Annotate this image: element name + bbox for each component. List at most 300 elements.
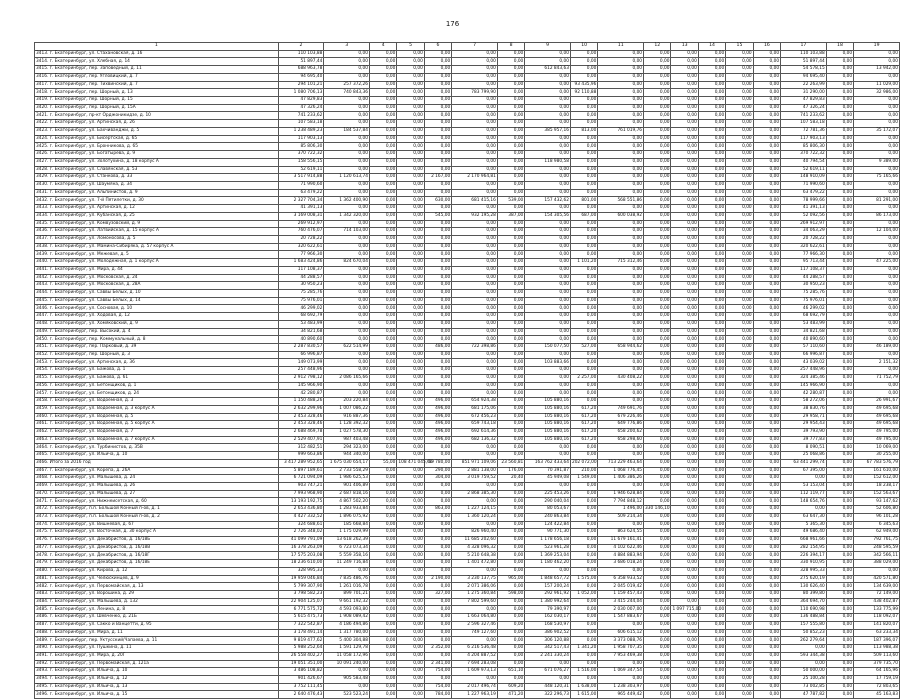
- value-cell: 0,00: [753, 235, 780, 243]
- value-cell: 903 747,21: [278, 482, 324, 490]
- value-cell: 0,00: [570, 158, 597, 166]
- value-cell: 1 547 883,67: [598, 614, 644, 622]
- value-cell: 0,00: [525, 143, 571, 151]
- table-row: [35, 205, 900, 213]
- value-cell: 0,00: [497, 66, 524, 74]
- value-cell: 5 400 304,88: [324, 637, 370, 645]
- value-cell: 282 154,95: [781, 544, 827, 552]
- value-cell: 0,00: [644, 220, 671, 228]
- value-cell: 0,00: [452, 143, 498, 151]
- address-cell: 3493. г. Екатеринбург, ул. Ильича, д. 10: [35, 668, 279, 676]
- table-row: [35, 228, 900, 236]
- address-cell: 3421. г. Екатеринбург, пр-кт Орджоникидзе, д. 10: [35, 112, 279, 120]
- value-cell: 0,00: [726, 513, 753, 521]
- value-cell: 0,00: [698, 606, 725, 614]
- address-cell: 3455. г. Екатеринбург, ул. Бажова, д. 61: [35, 374, 279, 382]
- value-cell: 0,00: [698, 228, 725, 236]
- value-cell: 0,00: [497, 158, 524, 166]
- table-row: [35, 367, 900, 375]
- value-cell: 0,00: [370, 205, 397, 213]
- value-cell: 0,00: [671, 452, 698, 460]
- value-cell: 0,00: [497, 305, 524, 313]
- value-cell: 741 233,62: [781, 112, 827, 120]
- value-cell: 0,00: [424, 320, 451, 328]
- value-cell: 0,00: [497, 328, 524, 336]
- value-cell: 0,00: [452, 567, 498, 575]
- value-cell: 0,00: [726, 313, 753, 321]
- table-row: [35, 181, 900, 189]
- value-cell: 0,00: [753, 259, 780, 267]
- value-cell: 0,00: [726, 436, 753, 444]
- table-row: [35, 212, 900, 220]
- value-cell: 8 090,51: [781, 444, 827, 452]
- value-cell: 1 120 613,74: [324, 174, 370, 182]
- value-cell: 0,00: [854, 151, 900, 159]
- value-cell: 0,00: [644, 467, 671, 475]
- value-cell: 342 517,43: [525, 645, 571, 653]
- value-cell: 0,00: [826, 174, 853, 182]
- value-cell: 0,00: [570, 336, 597, 344]
- value-cell: 0,00: [452, 675, 498, 683]
- value-cell: 290 040,04: [525, 498, 571, 506]
- value-cell: 0,00: [854, 58, 900, 66]
- value-cell: 0,00: [671, 382, 698, 390]
- value-cell: 0,00: [826, 506, 853, 514]
- address-cell: 3492. г. Екатеринбург, ул. Первомайская, д. 121а: [35, 660, 279, 668]
- address-cell: 3456. г. Екатеринбург, ул. Бетонщиков, д. 1: [35, 382, 279, 390]
- value-cell: 0,00: [570, 390, 597, 398]
- value-cell: 9 661 192,32: [324, 598, 370, 606]
- column-number: 19: [854, 43, 900, 51]
- value-cell: 0,00: [753, 81, 780, 89]
- value-cell: 0,00: [525, 482, 571, 490]
- column-number: 17: [781, 43, 827, 51]
- value-cell: 0,00: [644, 552, 671, 560]
- value-cell: 0,00: [370, 560, 397, 568]
- value-cell: 0,00: [397, 151, 424, 159]
- value-cell: 0,00: [452, 66, 498, 74]
- value-cell: 0,00: [854, 243, 900, 251]
- value-cell: 240 863,84: [525, 513, 571, 521]
- value-cell: 0,00: [598, 135, 644, 143]
- value-cell: 681 175,06: [452, 405, 498, 413]
- value-cell: 117 108,37: [781, 266, 827, 274]
- value-cell: 269 912,97: [781, 220, 827, 228]
- value-cell: 0,00: [424, 482, 451, 490]
- value-cell: 801,00: [570, 197, 597, 205]
- value-cell: 0,00: [424, 490, 451, 498]
- value-cell: 0,00: [397, 274, 424, 282]
- value-cell: 44 288,57: [781, 274, 827, 282]
- value-cell: 168 530,97: [525, 621, 571, 629]
- value-cell: 68 692,79: [781, 313, 827, 321]
- value-cell: 0,00: [726, 66, 753, 74]
- table-row: [35, 583, 900, 591]
- value-cell: 0,00: [397, 537, 424, 545]
- value-cell: 0,00: [671, 683, 698, 691]
- value-cell: 0,00: [452, 112, 498, 120]
- value-cell: 7 993 968,90: [278, 490, 324, 498]
- value-cell: 0,00: [598, 73, 644, 81]
- value-cell: 0,00: [671, 467, 698, 475]
- value-cell: 0,00: [452, 521, 498, 529]
- value-cell: 0,00: [452, 328, 498, 336]
- value-cell: 901 406,89: [324, 482, 370, 490]
- value-cell: 0,00: [671, 614, 698, 622]
- value-cell: 0,00: [452, 189, 498, 197]
- value-cell: 2 257,00: [570, 374, 597, 382]
- value-cell: 0,00: [370, 467, 397, 475]
- value-cell: 0,00: [324, 683, 370, 691]
- value-cell: 0,00: [525, 89, 571, 97]
- value-cell: 0,00: [826, 413, 853, 421]
- table-row: [35, 428, 900, 436]
- address-cell: 3417. г. Екатеринбург, пер. Тихвинский, д. 7: [35, 81, 279, 89]
- value-cell: 0,00: [370, 313, 397, 321]
- address-cell: 3429. г. Екатеринбург, ул. Станкова, д. 33: [35, 174, 279, 182]
- value-cell: 1 946 628,84: [598, 490, 644, 498]
- table-row: [35, 328, 900, 336]
- value-cell: 0,00: [826, 351, 853, 359]
- value-cell: 0,00: [598, 220, 644, 228]
- address-cell: 3460. г. Екатеринбург, ул. Водоемная, д. 5: [35, 413, 279, 421]
- value-cell: 0,00: [370, 513, 397, 521]
- value-cell: 163 762 433,64: [525, 459, 571, 467]
- value-cell: 0,00: [671, 266, 698, 274]
- value-cell: 3 169 008,31: [278, 212, 324, 220]
- value-cell: 0,00: [753, 359, 780, 367]
- column-number: 12: [644, 43, 671, 51]
- value-cell: 0,00: [370, 228, 397, 236]
- table-row: [35, 498, 900, 506]
- value-cell: 0,00: [370, 629, 397, 637]
- table-row: [35, 668, 900, 676]
- value-cell: 0,00: [452, 606, 498, 614]
- value-cell: 0,00: [726, 621, 753, 629]
- value-cell: 0,00: [698, 583, 725, 591]
- value-cell: 0,00: [570, 629, 597, 637]
- value-cell: 0,00: [671, 498, 698, 506]
- value-cell: 0,00: [424, 97, 451, 105]
- address-cell: 3491. г. Екатеринбург, ул. Мира, д. 20Г: [35, 652, 279, 660]
- value-cell: 0,00: [324, 282, 370, 290]
- value-cell: 62 949,00: [854, 529, 900, 537]
- value-cell: 0,00: [854, 235, 900, 243]
- value-cell: 107 583,18: [278, 120, 324, 128]
- value-cell: 0,00: [854, 297, 900, 305]
- value-cell: 25 068,86: [781, 452, 827, 460]
- value-cell: 0,00: [424, 374, 451, 382]
- address-cell: 3471. г. Екатеринбург, ул. Нижнеисетская, д. 60: [35, 498, 279, 506]
- value-cell: 0,00: [698, 351, 725, 359]
- value-cell: 0,00: [397, 645, 424, 653]
- value-cell: 0,00: [497, 444, 524, 452]
- value-cell: 0,00: [598, 359, 644, 367]
- value-cell: 0,00: [397, 614, 424, 622]
- value-cell: 0,00: [826, 691, 853, 699]
- value-cell: 0,00: [525, 452, 571, 460]
- value-cell: 0,00: [397, 89, 424, 97]
- value-cell: 0,00: [370, 151, 397, 159]
- value-cell: 0,00: [324, 313, 370, 321]
- value-cell: 0,00: [370, 290, 397, 298]
- value-cell: 0,00: [671, 112, 698, 120]
- value-cell: 0,00: [671, 228, 698, 236]
- value-cell: 0,00: [598, 452, 644, 460]
- value-cell: 2 726 348,02: [278, 529, 324, 537]
- address-cell: 3477. г. Екатеринбург, ул. Декабристов, д. 16/18В: [35, 544, 279, 552]
- value-cell: 0,00: [726, 274, 753, 282]
- value-cell: 0,00: [826, 521, 853, 529]
- value-cell: 94 695,40: [781, 73, 827, 81]
- value-cell: 0,00: [726, 444, 753, 452]
- value-cell: 2 071 386,06: [452, 583, 498, 591]
- value-cell: 388 029,00: [854, 560, 900, 568]
- value-cell: 0,00: [753, 521, 780, 529]
- value-cell: 0,00: [370, 212, 397, 220]
- column-number: 5: [397, 43, 424, 51]
- value-cell: 0,00: [826, 621, 853, 629]
- value-cell: 0,00: [324, 351, 370, 359]
- value-cell: 38 830,76: [781, 405, 827, 413]
- address-cell: 3472. г. Екатеринбург, п.п. Большой Конный п-ов, д. 1: [35, 506, 279, 514]
- value-cell: 0,00: [698, 475, 725, 483]
- value-cell: 668 961,66: [781, 537, 827, 545]
- value-cell: 651,10: [497, 668, 524, 676]
- value-cell: 0,00: [671, 398, 698, 406]
- value-cell: 226 394,17: [781, 552, 827, 560]
- column-number: 14: [698, 43, 725, 51]
- value-cell: 0,00: [826, 452, 853, 460]
- value-cell: 681 415,16: [452, 197, 498, 205]
- column-number: 15: [726, 43, 753, 51]
- address-cell: 3448. г. Екатеринбург, ул. Хомяковский, д. 9: [35, 320, 279, 328]
- value-cell: 0,00: [671, 390, 698, 398]
- value-cell: 496,00: [424, 421, 451, 429]
- value-cell: 0,00: [570, 266, 597, 274]
- value-cell: 6 358 933,52: [598, 575, 644, 583]
- value-cell: 73 002,85: [781, 683, 827, 691]
- value-cell: 0,00: [370, 374, 397, 382]
- value-cell: 0,00: [598, 320, 644, 328]
- value-cell: 0,00: [726, 58, 753, 66]
- table-row: [35, 50, 900, 58]
- value-cell: 0,00: [753, 452, 780, 460]
- value-cell: 0,00: [854, 313, 900, 321]
- value-cell: 0,00: [753, 328, 780, 336]
- value-cell: 105 880,16: [525, 421, 571, 429]
- value-cell: 0,00: [525, 390, 571, 398]
- value-cell: 1 283 933,84: [324, 506, 370, 514]
- value-cell: 0,00: [370, 166, 397, 174]
- value-cell: 0,00: [753, 297, 780, 305]
- value-cell: 0,00: [854, 251, 900, 259]
- table-row: [35, 297, 900, 305]
- value-cell: 0,00: [671, 305, 698, 313]
- value-cell: 34 821,68: [781, 328, 827, 336]
- value-cell: 0,00: [644, 645, 671, 653]
- value-cell: 1 638,00: [570, 683, 597, 691]
- value-cell: 5 799 307,90: [278, 583, 324, 591]
- value-cell: 18 236 610,00: [278, 560, 324, 568]
- value-cell: 0,00: [370, 544, 397, 552]
- value-cell: 0,00: [397, 251, 424, 259]
- value-cell: 0,00: [698, 104, 725, 112]
- value-cell: 0,00: [726, 235, 753, 243]
- value-cell: 0,00: [644, 151, 671, 159]
- value-cell: 2 912 798,12: [278, 374, 324, 382]
- table-row: [35, 521, 900, 529]
- value-cell: 0,00: [753, 606, 780, 614]
- value-cell: 0,00: [424, 621, 451, 629]
- value-cell: 0,00: [452, 297, 498, 305]
- value-cell: 0,00: [570, 382, 597, 390]
- value-cell: 47 326,24: [781, 104, 827, 112]
- value-cell: 47 225,00: [854, 259, 900, 267]
- value-cell: 0,00: [854, 282, 900, 290]
- value-cell: 0,00: [826, 151, 853, 159]
- table-row: [35, 459, 900, 467]
- value-cell: 0,00: [570, 652, 597, 660]
- value-cell: 0,00: [698, 143, 725, 151]
- value-cell: 0,00: [753, 506, 780, 514]
- value-cell: 0,00: [698, 297, 725, 305]
- value-cell: 49 686,40: [781, 529, 827, 537]
- value-cell: 509 113,60: [854, 652, 900, 660]
- value-cell: 0,00: [598, 143, 644, 151]
- value-cell: 0,00: [497, 266, 524, 274]
- value-cell: 0,00: [570, 614, 597, 622]
- value-cell: 0,00: [324, 243, 370, 251]
- value-cell: 13 193 192,75: [278, 498, 324, 506]
- value-cell: 0,00: [570, 282, 597, 290]
- value-cell: 1 549,00: [570, 475, 597, 483]
- value-cell: 0,00: [324, 567, 370, 575]
- column-number: 13: [671, 43, 698, 51]
- value-cell: 0,00: [370, 436, 397, 444]
- value-cell: 0,00: [671, 544, 698, 552]
- value-cell: 157 432,62: [525, 197, 571, 205]
- value-cell: 55,00: [370, 459, 397, 467]
- value-cell: 0,00: [497, 637, 524, 645]
- value-cell: 94 695,40: [278, 73, 324, 81]
- value-cell: 0,00: [452, 359, 498, 367]
- value-cell: 0,00: [497, 367, 524, 375]
- value-cell: 0,00: [644, 544, 671, 552]
- value-cell: 0,00: [826, 537, 853, 545]
- value-cell: 3 486 108,82: [278, 668, 324, 676]
- value-cell: 0,00: [698, 251, 725, 259]
- value-cell: 312 482,51: [278, 444, 324, 452]
- value-cell: 31 290,00: [781, 89, 827, 97]
- value-cell: 630,00: [424, 197, 451, 205]
- value-cell: 304,00: [424, 475, 451, 483]
- value-cell: 0,00: [726, 328, 753, 336]
- value-cell: 0,00: [726, 359, 753, 367]
- value-cell: 965 449,42: [598, 691, 644, 699]
- value-cell: 0,00: [753, 652, 780, 660]
- value-cell: 0,00: [397, 598, 424, 606]
- value-cell: 17 759,19: [854, 675, 900, 683]
- value-cell: 148 910,09: [781, 174, 827, 182]
- value-cell: 0,00: [598, 205, 644, 213]
- value-cell: 7 794 848,12: [598, 498, 644, 506]
- address-cell: 3459. г. Екатеринбург, ул. Водоемная, д. 3 корпус А: [35, 405, 279, 413]
- column-number-row: [35, 43, 900, 51]
- value-cell: 0,00: [497, 166, 524, 174]
- value-cell: 0,00: [671, 374, 698, 382]
- value-cell: 105 880,16: [525, 405, 571, 413]
- value-cell: 0,00: [698, 444, 725, 452]
- value-cell: 0,00: [397, 120, 424, 128]
- value-cell: 0,00: [452, 120, 498, 128]
- table-body: [35, 50, 900, 698]
- value-cell: 0,00: [644, 290, 671, 298]
- column-number: 1: [35, 43, 279, 51]
- value-cell: 0,00: [698, 320, 725, 328]
- value-cell: 0,00: [370, 89, 397, 97]
- value-cell: 3 686 018,24: [598, 560, 644, 568]
- value-cell: 2 341,00: [424, 660, 451, 668]
- value-cell: 0,00: [671, 66, 698, 74]
- value-cell: 0,00: [644, 459, 671, 467]
- value-cell: 598,00: [497, 591, 524, 599]
- value-cell: 0,00: [370, 537, 397, 545]
- value-cell: 2 453 328,46: [278, 413, 324, 421]
- value-cell: 0,00: [726, 521, 753, 529]
- value-cell: 0,00: [397, 691, 424, 699]
- table-row: [35, 174, 900, 182]
- value-cell: 0,00: [324, 151, 370, 159]
- table-row: [35, 374, 900, 382]
- value-cell: 0,00: [452, 228, 498, 236]
- value-cell: 52 092,56: [781, 212, 827, 220]
- value-cell: 0,00: [370, 305, 397, 313]
- value-cell: 22 904 125,07: [278, 598, 324, 606]
- value-cell: 0,00: [570, 452, 597, 460]
- value-cell: 75 285,76: [278, 290, 324, 298]
- value-cell: 0,00: [726, 205, 753, 213]
- value-cell: 987 403,48: [324, 436, 370, 444]
- value-cell: 0,00: [424, 614, 451, 622]
- value-cell: 320 622,61: [278, 243, 324, 251]
- value-cell: 0,00: [397, 436, 424, 444]
- value-cell: 0,00: [753, 351, 780, 359]
- value-cell: 0,00: [324, 266, 370, 274]
- value-cell: 0,00: [525, 243, 571, 251]
- value-cell: 0,00: [370, 104, 397, 112]
- value-cell: 0,00: [497, 58, 524, 66]
- value-cell: 145 966,90: [278, 382, 324, 390]
- value-cell: 49 695,68: [854, 413, 900, 421]
- value-cell: 0,00: [644, 598, 671, 606]
- value-cell: 0,00: [452, 220, 498, 228]
- value-cell: 0,00: [424, 266, 451, 274]
- value-cell: 0,00: [753, 675, 780, 683]
- value-cell: 1 369 253,04: [525, 552, 571, 560]
- value-cell: 0,00: [452, 305, 498, 313]
- value-cell: 0,00: [570, 166, 597, 174]
- value-cell: 0,00: [598, 112, 644, 120]
- value-cell: 0,00: [671, 344, 698, 352]
- value-cell: 0,00: [698, 127, 725, 135]
- value-cell: 72 781,36: [781, 127, 827, 135]
- value-cell: 0,00: [698, 614, 725, 622]
- value-cell: 0,00: [698, 405, 725, 413]
- value-cell: 0,00: [598, 251, 644, 259]
- value-cell: 0,00: [644, 243, 671, 251]
- value-cell: 68 692,79: [278, 313, 324, 321]
